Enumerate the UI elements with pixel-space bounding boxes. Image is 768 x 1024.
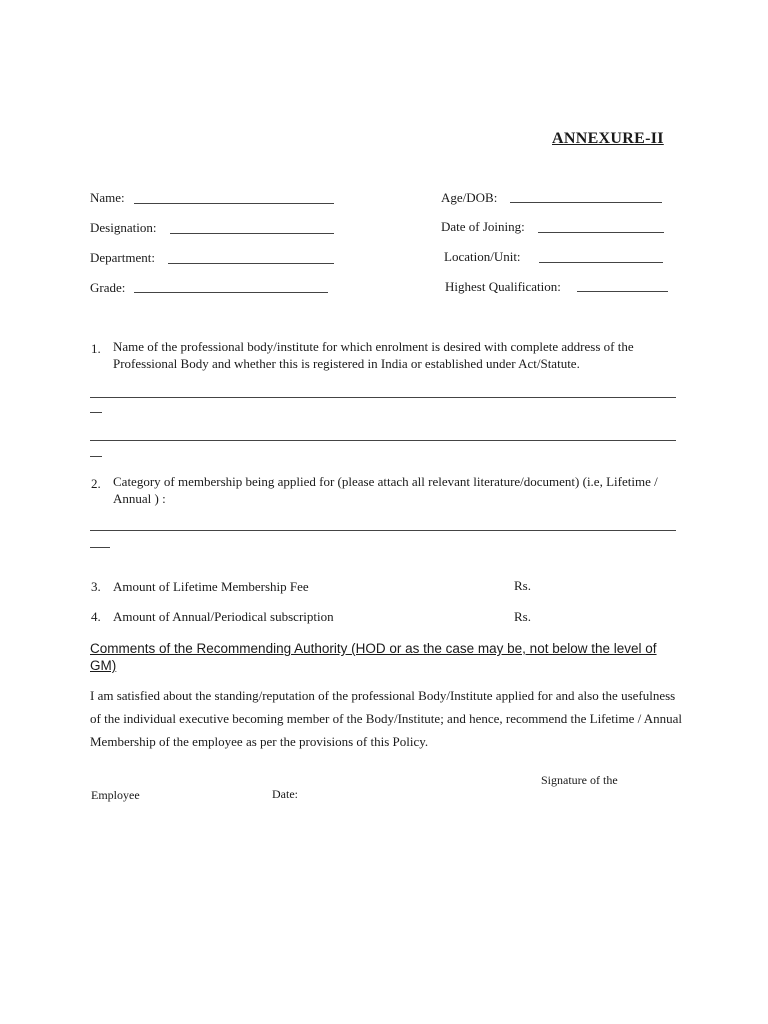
q2-answer-line-cont <box>90 547 110 548</box>
q3-text: Amount of Lifetime Membership Fee <box>113 579 309 594</box>
highest-qualification-label: Highest Qualification: <box>445 279 561 294</box>
signature-label: Signature of the <box>541 773 618 787</box>
page-title: ANNEXURE-II <box>552 130 664 147</box>
grade-label: Grade: <box>90 280 126 295</box>
highest-qualification-blank <box>577 291 668 292</box>
name-label: Name: <box>90 190 125 205</box>
q3-currency: Rs. <box>514 578 531 593</box>
q1-answer-line-1-cont <box>90 412 102 413</box>
q1-answer-line-2-cont <box>90 456 102 457</box>
q1-answer-line-2 <box>90 440 676 441</box>
designation-label: Designation: <box>90 220 157 235</box>
q1-text: Name of the professional body/institute for which enrolment is desired with complete address of the Professional Body and whether this is registered in India or established under Act/Statute. <box>113 339 634 371</box>
q1-answer-line-1 <box>90 397 676 398</box>
date-of-joining-label: Date of Joining: <box>441 219 525 234</box>
date-of-joining-blank <box>538 232 664 233</box>
designation-blank <box>170 233 334 234</box>
location-unit-blank <box>539 262 663 263</box>
q4-number: 4. <box>91 609 101 624</box>
q1-number: 1. <box>91 341 101 356</box>
q3-number: 3. <box>91 579 101 594</box>
department-label: Department: <box>90 250 155 265</box>
employee-label: Employee <box>91 788 140 802</box>
department-blank <box>168 263 334 264</box>
age-dob-blank <box>510 202 662 203</box>
q2-answer-line <box>90 530 676 531</box>
date-label: Date: <box>272 787 298 801</box>
q2-number: 2. <box>91 476 101 491</box>
q4-currency: Rs. <box>514 609 531 624</box>
comments-heading: Comments of the Recommending Authority (HOD or as the case may be, not below the level of GM) <box>90 641 657 673</box>
comments-statement: I am satisfied about the standing/reputation of the professional Body/Institute applied for and also the usefulness of the individual executive becoming member of the Body/Institute; and hence, recommend the Lifetime / Annual Membership of the employee as per the provisions of this Policy. <box>90 688 683 749</box>
age-dob-label: Age/DOB: <box>441 190 498 205</box>
q2-text: Category of membership being applied for (please attach all relevant literature/document) (i.e, Lifetime / Annual ) : <box>113 474 658 506</box>
grade-blank <box>134 292 328 293</box>
q4-text: Amount of Annual/Periodical subscription <box>113 609 334 624</box>
location-unit-label: Location/Unit: <box>444 249 521 264</box>
name-blank <box>134 203 334 204</box>
